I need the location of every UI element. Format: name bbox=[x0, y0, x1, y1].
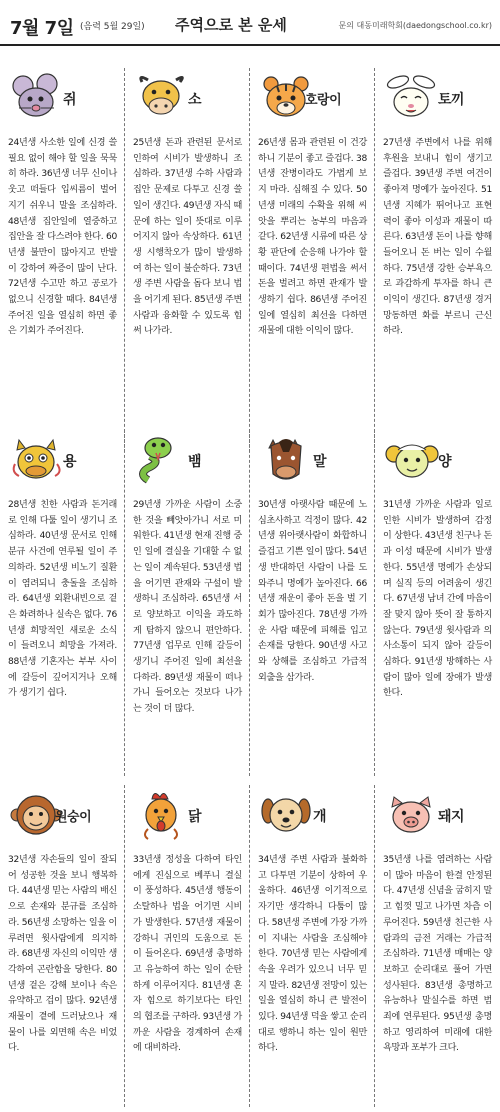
zodiac-dragon bbox=[3, 430, 121, 699]
contact-info: 문의 대동미래학회(daedongschool.co.kr) bbox=[338, 21, 492, 30]
zodiac-name: 쥐 bbox=[63, 92, 77, 108]
zodiac-rooster bbox=[128, 785, 246, 1054]
column-divider bbox=[124, 68, 125, 452]
column-divider bbox=[124, 785, 125, 1107]
zodiac-monkey bbox=[3, 785, 121, 1054]
page-title: 주역으로 본 운세 bbox=[175, 16, 287, 34]
rat-icon bbox=[9, 72, 65, 124]
zodiac-name: 개 bbox=[313, 809, 327, 825]
fortune-text: 27년생 주변에서 나를 위해 후원을 보내니 힘이 생기고 즐겁다. 39년생 주변 여건이 좋아져 명예가 높아진다. 51년생 지혜가 뛰어나고 표현력이 좋아 이성과 재물이 따른다. 63년생 돈이 나를 향해 들어오니 돈 버는 일이 수월하다. 75년생 강한 승부욕으로 과감하게 투자를 하니 큰 이익이 생긴다. 87년생 경거망동하면 화를 부르니 근신하라. bbox=[383, 138, 492, 337]
fortune-text: 32년생 자손들의 일이 잘되어 성공한 것을 보니 행복하다. 44년생 믿는 사람의 배신으로 손재와 분규를 조심하라. 56년생 소망하는 일을 이루려면 윗사람에게 의지하라. 68년생 자신의 이익만 생각하여 곤란함을 당한다. 80년생 겉은 강해 보이나 속은 유약하고 겁이 많다. 92년생 재물이 곁에 드러났으나 재물이 나를 외면해 속은 비었다. bbox=[8, 855, 117, 1054]
snake-icon bbox=[134, 434, 190, 486]
horse-icon bbox=[259, 434, 315, 486]
pig-icon bbox=[384, 789, 440, 841]
page-header bbox=[0, 0, 500, 46]
sheep-icon bbox=[384, 434, 440, 486]
fortune-text: 29년생 가까운 사람이 소중한 것을 빼앗아가니 서로 미워한다. 41년생 현재 진행 중인 일에 결실을 기대할 수 없는 일이 계속된다. 53년생 법을 어기면 관재와 구설이 발생하니 조심하라. 65년생 서로 양보하고 이익을 과도하게 탐하지 않으니 편안하다. 77년생 업무로 인해 갈등이 생기니 주어진 일에 최선을 다하라. 89년생 재물이 떠나가니 들어오는 것보다 나가는 것이 더 많다. bbox=[133, 500, 242, 715]
zodiac-rat bbox=[3, 68, 121, 337]
dog-icon bbox=[259, 789, 315, 841]
fortune-text: 24년생 사소한 일에 신경 쓸 필요 없이 해야 할 일을 묵묵히 하라. 36년생 너무 신이나 웃고 떠들다 입씨름이 벌어지기 쉬우니 말을 조심하라. 48년생 집안일에 열중하고 집안을 잘 다스려야 한다. 60년생 불만이 많아지고 반발이 강하여 짜증이 많이 난다. 72년생 수고만 하고 공로가 없으니 신경할 때다. 84년생 주어진 일을 열심히 하면 좋은 기회가 주어진다. bbox=[8, 138, 117, 337]
zodiac-name: 용 bbox=[63, 454, 77, 470]
rabbit-icon bbox=[384, 72, 440, 124]
zodiac-rabbit bbox=[378, 68, 496, 337]
zodiac-pig bbox=[378, 785, 496, 1054]
fortune-text: 30년생 아랫사람 때문에 노심초사하고 걱정이 많다. 42년생 위아랫사람이 화합하니 즐겁고 기쁜 일이 많다. 54년생 반대하던 사람이 나를 도와주니 명예가 높아진다. 66년생 재운이 좋아 돈을 벌 기회가 많아진다. 78년생 가까운 사람 때문에 피해를 입고 손재를 당한다. 90년생 사고와 상해를 조심하고 가급적 외출을 삼가라. bbox=[258, 500, 367, 683]
zodiac-name: 닭 bbox=[188, 809, 202, 825]
zodiac-name: 양 bbox=[438, 454, 452, 470]
column-divider bbox=[374, 68, 375, 452]
fortune-text: 35년생 나를 염려하는 사람이 많아 마음이 한결 안정된다. 47년생 신념을 굽히지 말고 힘껏 밀고 나가면 차츰 이루어진다. 59년생 친근한 사람과의 금전 거래는 가급적 조심하라. 71년생 매매는 양보하고 순리대로 풀어 가면 성사된다. 83년생 총명하고 유능하나 말실수를 하면 범죄에 연루된다. 95년생 총명하고 영리하여 미래에 대한 욕망과 포부가 크다. bbox=[383, 855, 492, 1054]
ox-icon bbox=[134, 72, 190, 124]
zodiac-sheep bbox=[378, 430, 496, 699]
column-divider bbox=[249, 785, 250, 1107]
rooster-icon bbox=[134, 789, 190, 841]
fortune-text: 26년생 몸과 관련된 이 건강하니 기분이 좋고 즐겁다. 38년생 잔병이라도 가볍게 보지 마라. 심해질 수 있다. 50년생 미래의 수확을 위해 씨앗을 뿌리는 농부의 마음과 같다. 62년생 시류에 따른 상황 판단에 순응해 나가야 할 때이다. 74년생 편법을 써서 돈을 벌려고 하면 관재가 발생하기 쉽다. 86년생 주어진 일에 열심히 최선을 다하면 재물에 대한 이익이 많다. bbox=[258, 138, 367, 337]
fortune-text: 34년생 주변 사람과 불화하고 다투면 기분이 상하여 우울하다. 46년생 이기적으로 자기만 생각하니 다툼이 많다. 58년생 주변에 가장 가까이 지내는 사람을 조심해야 한다. 70년생 믿는 사람에게 속을 우려가 있으니 너무 믿지 말라. 82년생 전망이 있는 일을 열심히 하니 큰 발전이 있다. 94년생 덕을 쌓고 순리대로 행하니 하는 일이 원만하다. bbox=[258, 855, 367, 1054]
column-divider bbox=[374, 785, 375, 1107]
zodiac-name: 토끼 bbox=[438, 92, 465, 108]
fortune-text: 33년생 정성을 다하여 타인에게 진심으로 베푸니 결실이 풍성하다. 45년생 행동이 소탈하나 법을 어기면 시비가 발생한다. 57년생 재물이 강하니 귀인의 도움으로 돈이 들어온다. 69년생 총명하고 유능하여 하는 일이 순탄하게 이루어지다. 81년생 혼자 힘으로 하기보다는 타인의 협조를 구하라. 93년생 가까운 사람을 경계하여 손재에 대비하라. bbox=[133, 855, 242, 1054]
column-divider bbox=[249, 68, 250, 452]
page-date: 7월 7일 bbox=[10, 18, 74, 39]
fortune-text: 31년생 가까운 사람과 일로 인한 시비가 발생하여 감정이 상한다. 43년생 친구나 돈과 이성 때문에 시비가 발생한다. 55년생 명예가 손상되며 실직 등의 어려움이 생긴다. 67년생 남녀 간에 마음이 잘 맞지 않아 뜻이 잘 통하지 않는다. 79년생 윗사람과 의사소통이 되지 않아 갈등이 심하다. 91년생 방해하는 사람이 많아 일에 장애가 발생한다. bbox=[383, 500, 492, 699]
zodiac-name: 호랑이 bbox=[305, 93, 342, 108]
column-divider bbox=[124, 430, 125, 776]
lunar-date: (음력 5월 29일) bbox=[80, 22, 145, 32]
zodiac-horse bbox=[253, 430, 371, 683]
zodiac-ox bbox=[128, 68, 246, 337]
fortune-text: 28년생 친한 사람과 돈거래로 인해 다툴 일이 생기니 조심하라. 40년생 문서로 인해 분규 사건에 연루될 일이 주의하라. 52년생 비노기 질환이 염려되니 충돌을 조심하라. 64년생 외환내빈으로 겉은 화려하나 실속은 없다. 76년생 희망적인 새로운 소식이 들려오니 희망을 가져라. 88년생 기혼자는 부부 사이에 갈등이 깊어지거나 오해가 생기기 쉽다. bbox=[8, 500, 117, 699]
zodiac-name: 돼지 bbox=[438, 809, 465, 825]
column-divider bbox=[249, 430, 250, 776]
fortune-text: 25년생 돈과 관련된 문서로 인하여 시비가 발생하니 조심하라. 37년생 수하 사람과 집안 문제로 다투고 신경 쓸 일이 생긴다. 49년생 자식 때문에 하는 일이 뜻대로 이루어지지 않아 속상하다. 61년생 시행착오가 많이 발생하여 하는 일이 불순하다. 73년생 주변 사람을 돕다 보니 법을 어기게 된다. 85년생 주변 사람과 융화할 수 있도록 힘써 나가라. bbox=[133, 138, 242, 337]
column-divider bbox=[374, 430, 375, 776]
zodiac-tiger bbox=[253, 68, 371, 337]
zodiac-name: 원숭이 bbox=[55, 810, 92, 825]
zodiac-snake bbox=[128, 430, 246, 715]
zodiac-name: 소 bbox=[188, 92, 202, 108]
dragon-icon bbox=[9, 434, 65, 486]
zodiac-name: 뱀 bbox=[188, 454, 202, 470]
zodiac-name: 말 bbox=[313, 454, 327, 470]
zodiac-dog bbox=[253, 785, 371, 1054]
